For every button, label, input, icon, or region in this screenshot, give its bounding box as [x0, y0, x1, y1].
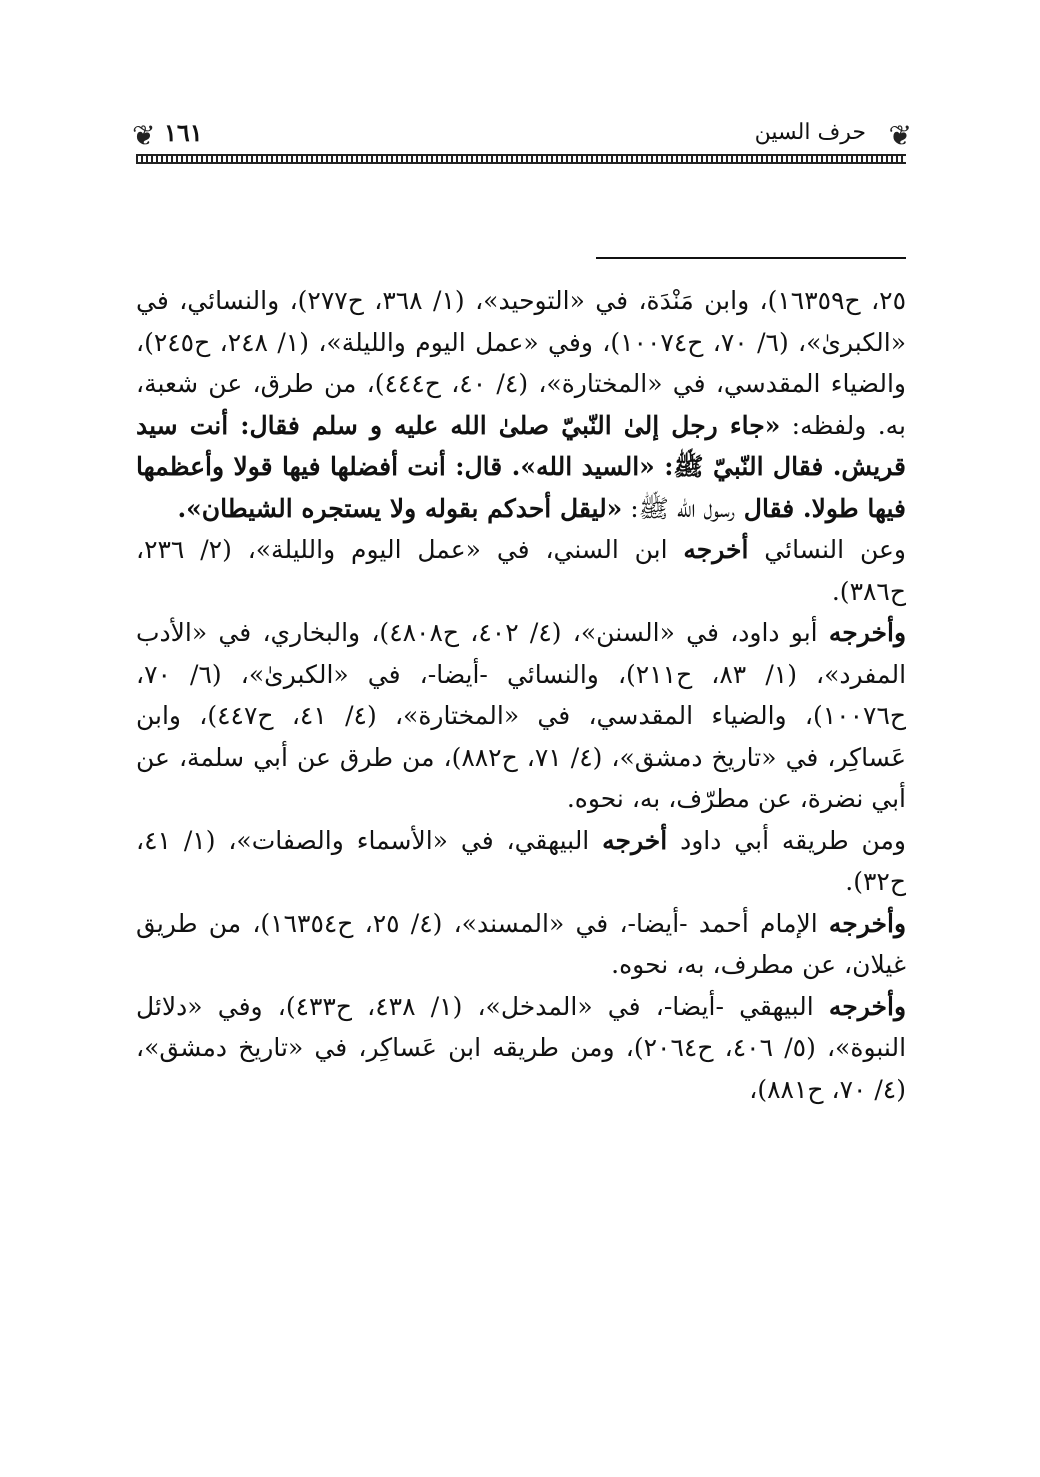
text-run: البيهقي -أيضا-، في «المدخل»، (١/ ٤٣٨، ح٤٣٣)، وفي «دلائل النبوة»، (٥/ ٤٠٦، ح٢٠٦٤)، ومن طريقه ابن عَساكِر، في «تاريخ دمشق»، (٤/ ٧٠، ح٨٨١)،	[136, 991, 907, 1104]
text-run: ومن طريقه أبي داود	[667, 825, 906, 855]
header-rule	[136, 154, 906, 164]
text-run: وعن النسائي	[748, 535, 906, 564]
section-title: حرف السين	[754, 120, 866, 145]
text-run: الإمام أحمد -أيضا-، في «المسند»، (٤/ ٢٥، ح١٦٣٥٤)، من طريق غيلان، عن مطرف، به، نحوه.	[136, 908, 906, 979]
text-run: البيهقي، في «الأسماء والصفات»، (١/ ٤١، ح٣٢).	[136, 825, 906, 896]
header-ornament-left-icon: ❦	[132, 119, 156, 152]
paragraph	[136, 820, 906, 903]
paragraph	[136, 612, 906, 820]
text-run: ٢٥، ح١٦٣٥٩)، وابن مَنْدَة، في «التوحيد»، (١/ ٣٦٨، ح٢٧٧)، والنسائي، في «الكبرىٰ»، (٦/ ٧٠، ح١٠٠٧٤)، وفي «عمل اليوم والليلة»، (١/ ٢٤٨، ح٢٤٥)، والضياء المقدسي، في «المختارة»، (٤/ ٤٠، ح٤٤٤)، من طرق، عن شعبة، به. ولفظه:	[136, 286, 907, 440]
bold-text-run: «جاء رجل إلىٰ النّبيّ صلىٰ الله عليه و سلم فقال: أنت سيد قريش. فقال النّبيّ ﷺ: «السيد الله». قال: أنت أفضلها فيها قولا وأعظمها فيها طولا. فقال	[136, 410, 906, 523]
header-ornament-right-icon: ❦	[888, 119, 912, 152]
bold-text-run: وأخرجه	[828, 991, 907, 1021]
text-run: ابن السني، في «عمل اليوم والليلة»، (٢/ ٢٣٦، ح٣٨٦).	[136, 535, 906, 606]
paragraph	[136, 986, 906, 1111]
bold-text-run: «ليقل أحدكم بقوله ولا يستجره الشيطان».	[177, 493, 623, 523]
text-run: رسول الله ﷺ:	[622, 493, 736, 523]
bold-text-run: أخرجه	[683, 535, 749, 564]
bold-text-run: أخرجه	[602, 825, 668, 855]
page-header	[132, 118, 912, 162]
bold-text-run: وأخرجه	[828, 908, 907, 938]
paragraph	[136, 903, 906, 986]
footnote-separator	[596, 257, 906, 259]
page-number: ١٦١	[164, 118, 203, 147]
bold-text-run: وأخرجه	[828, 618, 907, 647]
paragraph	[136, 529, 906, 612]
paragraph	[136, 280, 906, 529]
text-run: أبو داود، في «السنن»، (٤/ ٤٠٢، ح٤٨٠٨)، والبخاري، في «الأدب المفرد»، (١/ ٨٣، ح٢١١)، والنسائي -أيضا-، في «الكبرىٰ»، (٦/ ٧٠، ح١٠٠٧٦)، والضياء المقدسي، في «المختارة»، (٤/ ٤١، ح٤٤٧)، وابن عَساكِر، في «تاريخ دمشق»، (٤/ ٧١، ح٨٨٢)، من طرق عن أبي سلمة، عن أبي نضرة، عن مطرّف، به، نحوه.	[136, 618, 907, 813]
footnote-text	[136, 280, 906, 1110]
